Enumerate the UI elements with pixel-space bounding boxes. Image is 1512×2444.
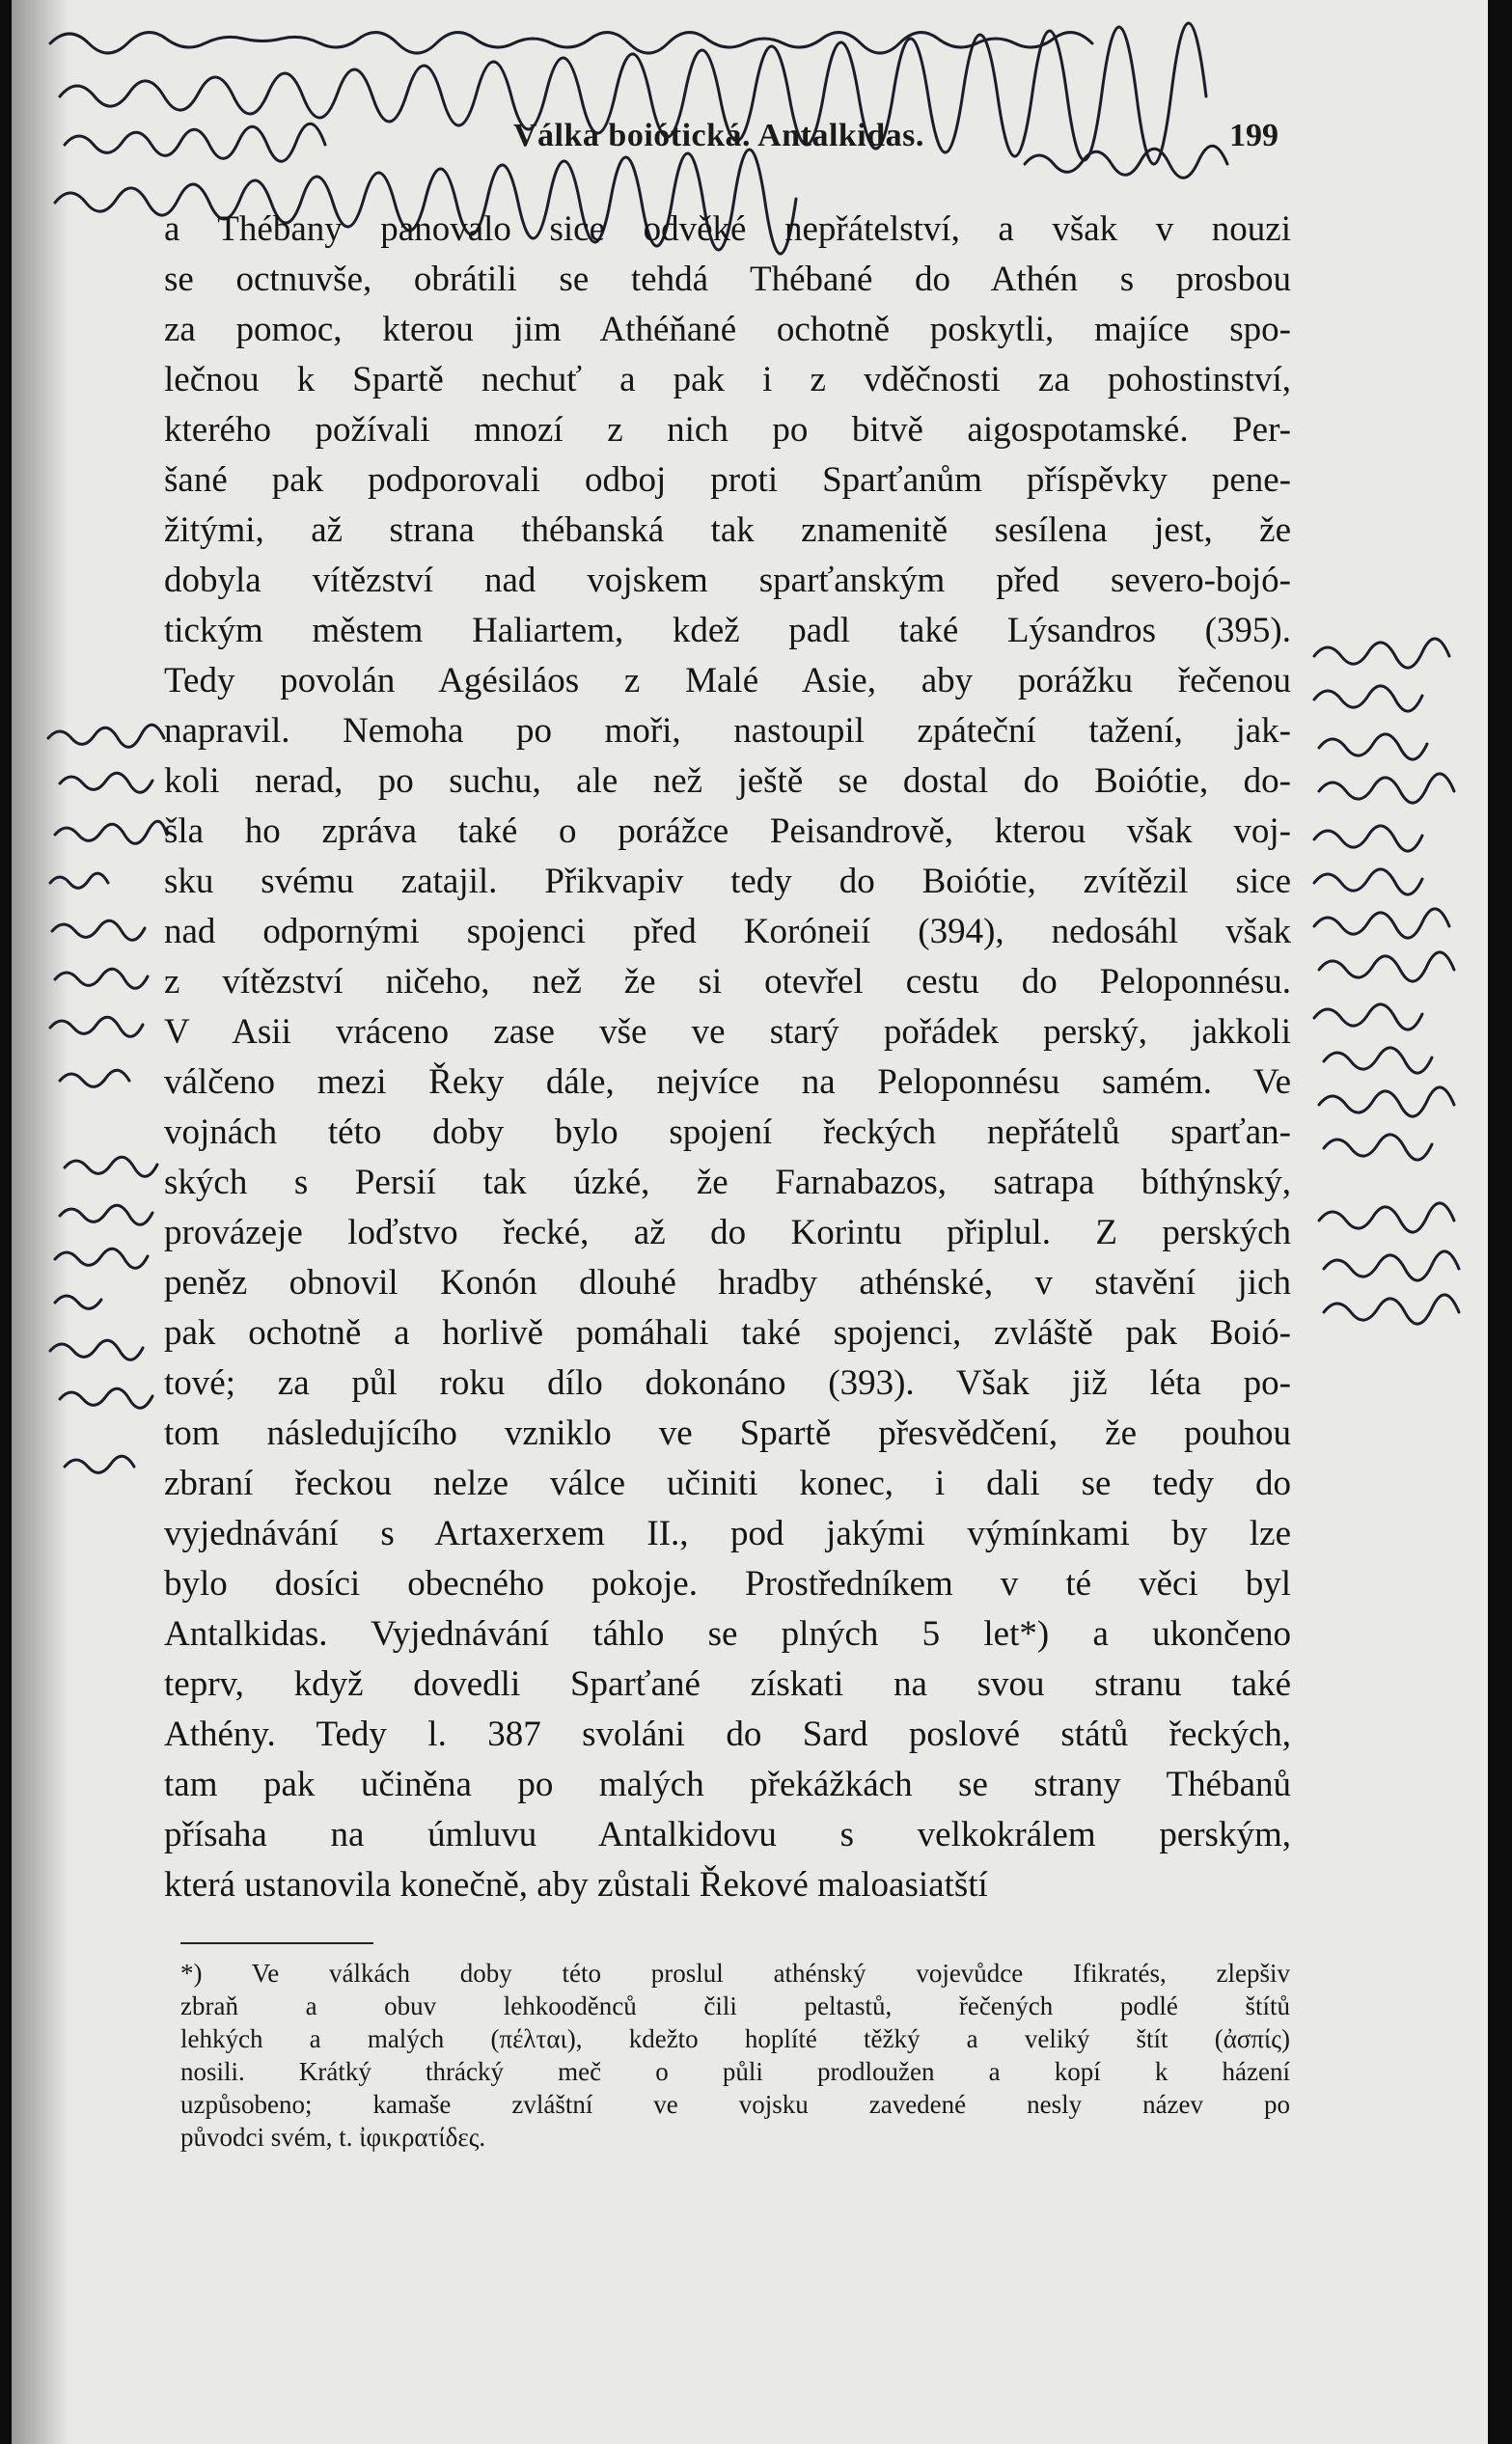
- text-line: V Asii vráceno zase vše ve starý pořádek perský, jakkoli: [164, 1012, 1291, 1052]
- right-note-12: [1324, 1135, 1432, 1160]
- right-note-8: [1319, 952, 1454, 981]
- right-note-3: [1319, 734, 1427, 759]
- running-head: Válka boiótická. Antalkidas.: [513, 118, 924, 153]
- footnote-line: *) Ve válkách doby této proslul athénský vojevůdce Ifikratés, zlepšiv: [180, 1959, 1290, 1988]
- text-line: vyjednávání s Artaxerxem II., pod jakými výmínkami by lze: [164, 1514, 1291, 1553]
- left-note-13: [50, 1340, 143, 1359]
- left-note-5: [52, 920, 145, 940]
- text-line: která ustanovila konečně, aby zůstali Řekové maloasiatští: [164, 1865, 988, 1905]
- text-line: Athény. Tedy l. 387 svoláni do Sard poslové států řeckých,: [164, 1715, 1291, 1754]
- text-line: žitými, až strana thébanská tak znamenitě sesílena jest, že: [164, 510, 1291, 550]
- right-note-15: [1324, 1295, 1459, 1324]
- left-note-12: [55, 1296, 101, 1308]
- text-line: napravil. Nemoha po moři, nastoupil zpáteční tažení, jak-: [164, 711, 1291, 751]
- text-line: tové; za půl roku dílo dokonáno (393). Však již léta po-: [164, 1363, 1291, 1403]
- text-line: kterého požívali mnozí z nich po bitvě aigospotamské. Per-: [164, 410, 1291, 450]
- text-line: nad odpornými spojenci před Koróneií (394), nedosáhl však: [164, 912, 1291, 951]
- text-line: Tedy povolán Agésiláos z Malé Asie, aby porážku řečenou: [164, 661, 1291, 700]
- left-note-2: [60, 773, 152, 792]
- text-line: šané pak podporovali odboj proti Sparťanům příspěvky pene-: [164, 460, 1291, 500]
- top-note-line-1: [50, 33, 1092, 53]
- left-note-10: [60, 1205, 152, 1224]
- right-note-7: [1314, 909, 1449, 938]
- right-note-4: [1319, 774, 1454, 803]
- text-line: šla ho zpráva také o porážce Peisandrově, kterou však voj-: [164, 811, 1291, 851]
- text-line: ských s Persií tak úzké, že Farnabazos, satrapa bíthýnský,: [164, 1163, 1291, 1202]
- left-note-6: [55, 969, 148, 988]
- text-line: válčeno mezi Řeky dále, nejvíce na Peloponnésu samém. Ve: [164, 1062, 1291, 1102]
- text-line: koli nerad, po suchu, ale než ještě se dostal do Boiótie, do-: [164, 761, 1291, 801]
- text-line: peněz obnovil Konón dlouhé hradby athénské, v stavění jich: [164, 1263, 1291, 1303]
- footnote: [180, 1957, 1290, 2154]
- footnote-line: lehkých a malých (πέλται), kdežto hoplíté těžký a veliký štít (ἀσπίς): [180, 2024, 1290, 2053]
- text-line: vojnách této doby bylo spojení řeckých nepřátelů sparťan-: [164, 1112, 1291, 1152]
- text-line: sku svému zatajil. Přikvapiv tedy do Boiótie, zvítězil sice: [164, 862, 1291, 901]
- text-line: bylo dosíci obecného pokoje. Prostředníkem v té věci byl: [164, 1564, 1291, 1604]
- footnote-line: zbraň a obuv lehkooděnců čili peltastů, řečených podlé štítů: [180, 1991, 1290, 2020]
- right-note-14: [1324, 1251, 1459, 1280]
- text-line: provázeje loďstvo řecké, až do Korintu připlul. Z perských: [164, 1213, 1291, 1252]
- left-note-3: [55, 821, 167, 843]
- left-note-11: [55, 1249, 148, 1268]
- text-line: přísaha na úmluvu Antalkidovu s velkokrálem perským,: [164, 1815, 1291, 1854]
- left-note-7: [50, 1017, 143, 1036]
- text-line: tickým městem Haliartem, kdež padl také Lýsandros (395).: [164, 611, 1291, 650]
- text-line: Antalkidas. Vyjednávání táhlo se plných 5 let*) a ukončeno: [164, 1614, 1291, 1654]
- top-note-tail: [1025, 146, 1227, 178]
- text-line: tam pak učiněna po malých překážkách se strany Thébanů: [164, 1765, 1291, 1804]
- footnote-line: původci svém, t. ἰφικρατίδες.: [180, 2123, 486, 2152]
- body-text: [164, 205, 1291, 1910]
- text-line: z vítězství ničeho, než že si otevřel cestu do Peloponnésu.: [164, 962, 1291, 1002]
- left-note-8: [60, 1070, 129, 1086]
- right-note-1: [1314, 639, 1449, 668]
- left-note-15: [65, 1456, 134, 1472]
- right-note-9: [1314, 1004, 1422, 1030]
- left-note-1: [48, 725, 164, 747]
- text-line: a Thébany panovalo sice odvěké nepřátelství, a však v nouzi: [164, 209, 1291, 249]
- footnote-line: uzpůsobeno; kamaše zvláštní ve vojsku zavedené nesly název po: [180, 2090, 1290, 2119]
- right-note-11: [1319, 1087, 1454, 1116]
- scanned-page: [12, 0, 1488, 2444]
- footnote-separator: [180, 1942, 373, 1944]
- right-note-10: [1324, 1048, 1432, 1073]
- text-line: dobyla vítězství nad vojskem sparťanským před severo-bojó-: [164, 561, 1291, 600]
- text-line: tom následujícího vzniklo ve Spartě přesvědčení, že pouhou: [164, 1414, 1291, 1453]
- right-note-13: [1319, 1203, 1454, 1232]
- page-number: 199: [1229, 118, 1278, 153]
- right-note-2: [1314, 686, 1422, 711]
- text-line: za pomoc, kterou jim Athéňané ochotně poskytli, majíce spo-: [164, 310, 1291, 349]
- left-note-9: [65, 1157, 157, 1176]
- text-line: pak ochotně a horlivě pomáhali také spojenci, zvláště pak Boió-: [164, 1313, 1291, 1353]
- right-note-6: [1314, 869, 1422, 894]
- text-line: zbraní řeckou nelze válce učiniti konec, i dali se tedy do: [164, 1464, 1291, 1503]
- text-line: se octnuvše, obrátili se tehdá Thébané do Athén s prosbou: [164, 260, 1291, 299]
- footnote-line: nosili. Krátký thrácký meč o půli prodloužen a kopí k házení: [180, 2057, 1290, 2086]
- text-line: teprv, když dovedli Sparťané získati na svou stranu také: [164, 1664, 1291, 1704]
- right-note-5: [1314, 826, 1422, 851]
- left-note-14: [60, 1388, 152, 1408]
- text-line: lečnou k Spartě nechuť a pak i z vděčnosti za pohostinství,: [164, 360, 1291, 399]
- left-note-4: [50, 873, 108, 888]
- top-note-line-3: [65, 124, 325, 161]
